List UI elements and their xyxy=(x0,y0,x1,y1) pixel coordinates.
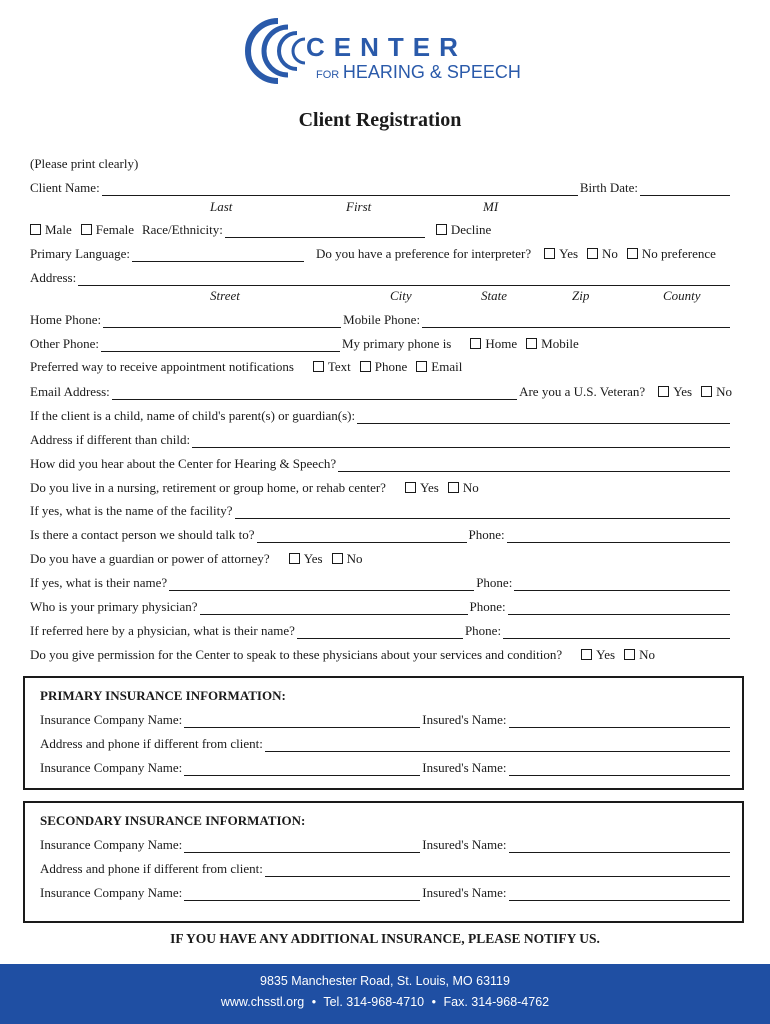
secondary-company-label: Insurance Company Name: xyxy=(40,837,183,852)
home-phone-label: Home Phone: xyxy=(30,312,102,327)
female-checkbox[interactable] xyxy=(81,224,92,235)
veteran-yes[interactable]: Yes xyxy=(658,384,692,400)
client-name-label: Client Name: xyxy=(30,180,100,195)
birth-date-field[interactable] xyxy=(640,183,730,196)
race-label: Race/Ethnicity: xyxy=(141,222,223,237)
nursing-no-checkbox[interactable] xyxy=(448,482,459,493)
permission-no-checkbox[interactable] xyxy=(624,649,635,660)
notify-email-checkbox[interactable] xyxy=(416,361,427,372)
additional-insurance-notice: IF YOU HAVE ANY ADDITIONAL INSURANCE, PLEASE NOTIFY US. xyxy=(170,931,600,946)
secondary-company-field[interactable] xyxy=(184,840,420,853)
secondary-insured-field[interactable] xyxy=(509,840,730,853)
contact-label: Is there a contact person we should talk to? xyxy=(30,527,255,542)
interpreter-no-checkbox[interactable] xyxy=(587,248,598,259)
notify-text-checkbox[interactable] xyxy=(313,361,324,372)
decline-option[interactable]: Decline xyxy=(436,222,491,238)
secondary-insured2-field[interactable] xyxy=(509,888,730,901)
veteran-no-checkbox[interactable] xyxy=(701,386,712,397)
contact-field[interactable] xyxy=(257,530,467,543)
footer-tel: Tel. 314-968-4710 xyxy=(323,995,425,1009)
primary-address-field[interactable] xyxy=(265,739,730,752)
other-phone-field[interactable] xyxy=(101,339,340,352)
sub-first: First xyxy=(346,199,372,214)
sub-county: County xyxy=(663,288,701,303)
referred-phone-field[interactable] xyxy=(503,626,730,639)
permission-yes[interactable]: Yes xyxy=(581,647,615,663)
primary-company2-field[interactable] xyxy=(184,763,420,776)
guardian-yes-checkbox[interactable] xyxy=(289,553,300,564)
notify-text-option[interactable]: Text xyxy=(313,359,351,375)
language-field[interactable] xyxy=(132,249,304,262)
secondary-address-field[interactable] xyxy=(265,864,730,877)
veteran-yes-checkbox[interactable] xyxy=(658,386,669,397)
footer xyxy=(0,964,770,1024)
primary-home-checkbox[interactable] xyxy=(470,338,481,349)
interpreter-no[interactable]: No xyxy=(587,246,618,262)
referred-label: If referred here by a physician, what is their name? xyxy=(30,623,295,638)
primary-mobile-option[interactable]: Mobile xyxy=(526,336,579,352)
mobile-phone-label: Mobile Phone: xyxy=(343,312,421,327)
sub-zip: Zip xyxy=(572,288,590,303)
footer-separator: • xyxy=(311,995,317,1009)
guardian-phone-label: Phone: xyxy=(476,575,513,590)
interpreter-question: Do you have a preference for interpreter? xyxy=(316,246,532,261)
facility-label: If yes, what is the name of the facility? xyxy=(30,503,233,518)
language-label: Primary Language: xyxy=(30,246,130,261)
facility-field[interactable] xyxy=(235,506,730,519)
primary-company2-label: Insurance Company Name: xyxy=(40,760,183,775)
page-title: Client Registration xyxy=(298,109,462,131)
child-address-field[interactable] xyxy=(192,435,730,448)
guardian-name-field[interactable] xyxy=(169,578,474,591)
nursing-no[interactable]: No xyxy=(448,480,479,496)
nursing-yes[interactable]: Yes xyxy=(405,480,439,496)
interpreter-yes-checkbox[interactable] xyxy=(544,248,555,259)
footer-fax: Fax. 314-968-4762 xyxy=(443,995,550,1009)
secondary-insurance-heading: SECONDARY INSURANCE INFORMATION: xyxy=(40,813,306,828)
notify-phone-option[interactable]: Phone xyxy=(360,359,408,375)
hear-about-field[interactable] xyxy=(338,459,730,472)
print-note: (Please print clearly) xyxy=(30,156,139,171)
logo-word: CENTER xyxy=(306,32,467,62)
decline-checkbox[interactable] xyxy=(436,224,447,235)
guardian-name-label: If yes, what is their name? xyxy=(30,575,168,590)
footer-website[interactable]: www.chsstl.org xyxy=(220,995,305,1009)
contact-phone-label: Phone: xyxy=(468,527,505,542)
notify-email-option[interactable]: Email xyxy=(416,359,462,375)
hear-about-label: How did you hear about the Center for Hearing & Speech? xyxy=(30,456,337,471)
secondary-insured-label: Insured's Name: xyxy=(422,837,507,852)
secondary-company2-label: Insurance Company Name: xyxy=(40,885,183,900)
physician-field[interactable] xyxy=(200,602,468,615)
guardian-no-checkbox[interactable] xyxy=(332,553,343,564)
email-field[interactable] xyxy=(112,387,517,400)
notify-label: Preferred way to receive appointment notifications xyxy=(30,359,294,374)
birth-date-label: Birth Date: xyxy=(579,180,638,195)
home-phone-field[interactable] xyxy=(103,315,341,328)
primary-insured2-label: Insured's Name: xyxy=(422,760,507,775)
permission-no[interactable]: No xyxy=(624,647,655,663)
sub-mi: MI xyxy=(483,199,499,214)
primary-company-label: Insurance Company Name: xyxy=(40,712,183,727)
primary-insurance-heading: PRIMARY INSURANCE INFORMATION: xyxy=(40,688,286,703)
child-parent-field[interactable] xyxy=(357,411,730,424)
logo-arcs-icon xyxy=(244,18,314,84)
physician-phone-field[interactable] xyxy=(508,602,730,615)
address-field[interactable] xyxy=(78,273,730,286)
sub-last: Last xyxy=(210,199,233,214)
guardian-yes[interactable]: Yes xyxy=(289,551,323,567)
logo xyxy=(244,18,534,84)
referred-field[interactable] xyxy=(297,626,463,639)
primary-company-field[interactable] xyxy=(184,715,420,728)
permission-label: Do you give permission for the Center to speak to these physicians about your services and condition? xyxy=(30,647,563,662)
primary-phone-label: My primary phone is xyxy=(341,336,452,351)
address-label: Address: xyxy=(30,270,77,285)
email-label: Email Address: xyxy=(30,384,110,399)
primary-insured2-field[interactable] xyxy=(509,763,730,776)
logo-for: FOR xyxy=(316,69,340,81)
child-parent-label: If the client is a child, name of child's parent(s) or guardian(s): xyxy=(30,408,356,423)
client-name-field[interactable] xyxy=(102,183,578,196)
child-address-label: Address if different than child: xyxy=(30,432,191,447)
guardian-phone-field[interactable] xyxy=(514,578,730,591)
primary-home-option[interactable]: Home xyxy=(470,336,517,352)
interpreter-yes[interactable]: Yes xyxy=(544,246,578,262)
primary-mobile-checkbox[interactable] xyxy=(526,338,537,349)
nursing-yes-checkbox[interactable] xyxy=(405,482,416,493)
interpreter-no-pref-checkbox[interactable] xyxy=(627,248,638,259)
primary-insured-label: Insured's Name: xyxy=(422,712,507,727)
secondary-address-label: Address and phone if different from client: xyxy=(40,861,263,876)
secondary-insured2-label: Insured's Name: xyxy=(422,885,507,900)
footer-address: 9835 Manchester Road, St. Louis, MO 63119 xyxy=(260,974,510,988)
contact-phone-field[interactable] xyxy=(507,530,730,543)
physician-label: Who is your primary physician? xyxy=(30,599,198,614)
referred-phone-label: Phone: xyxy=(464,623,502,638)
secondary-company2-field[interactable] xyxy=(184,888,420,901)
primary-insured-field[interactable] xyxy=(509,715,730,728)
sub-state: State xyxy=(481,288,507,303)
other-phone-label: Other Phone: xyxy=(30,336,99,351)
race-field[interactable] xyxy=(225,225,425,238)
male-checkbox[interactable] xyxy=(30,224,41,235)
permission-yes-checkbox[interactable] xyxy=(581,649,592,660)
interpreter-no-preference[interactable]: No preference xyxy=(627,246,716,262)
sub-city: City xyxy=(390,288,412,303)
physician-phone-label: Phone: xyxy=(469,599,506,614)
guardian-label: Do you have a guardian or power of attorney? xyxy=(30,551,270,566)
mobile-phone-field[interactable] xyxy=(422,315,730,328)
veteran-no[interactable]: No xyxy=(701,384,732,400)
veteran-label: Are you a U.S. Veteran? xyxy=(519,384,646,399)
female-option[interactable]: Female xyxy=(81,222,134,238)
guardian-no[interactable]: No xyxy=(332,551,363,567)
footer-separator: • xyxy=(431,995,436,1009)
notify-phone-checkbox[interactable] xyxy=(360,361,371,372)
primary-address-label: Address and phone if different from client: xyxy=(40,736,263,751)
logo-tagline: HEARING & SPEECH xyxy=(342,62,521,82)
male-option[interactable]: Male xyxy=(30,222,72,238)
nursing-label: Do you live in a nursing, retirement or group home, or rehab center? xyxy=(30,480,386,495)
sub-street: Street xyxy=(210,288,240,303)
